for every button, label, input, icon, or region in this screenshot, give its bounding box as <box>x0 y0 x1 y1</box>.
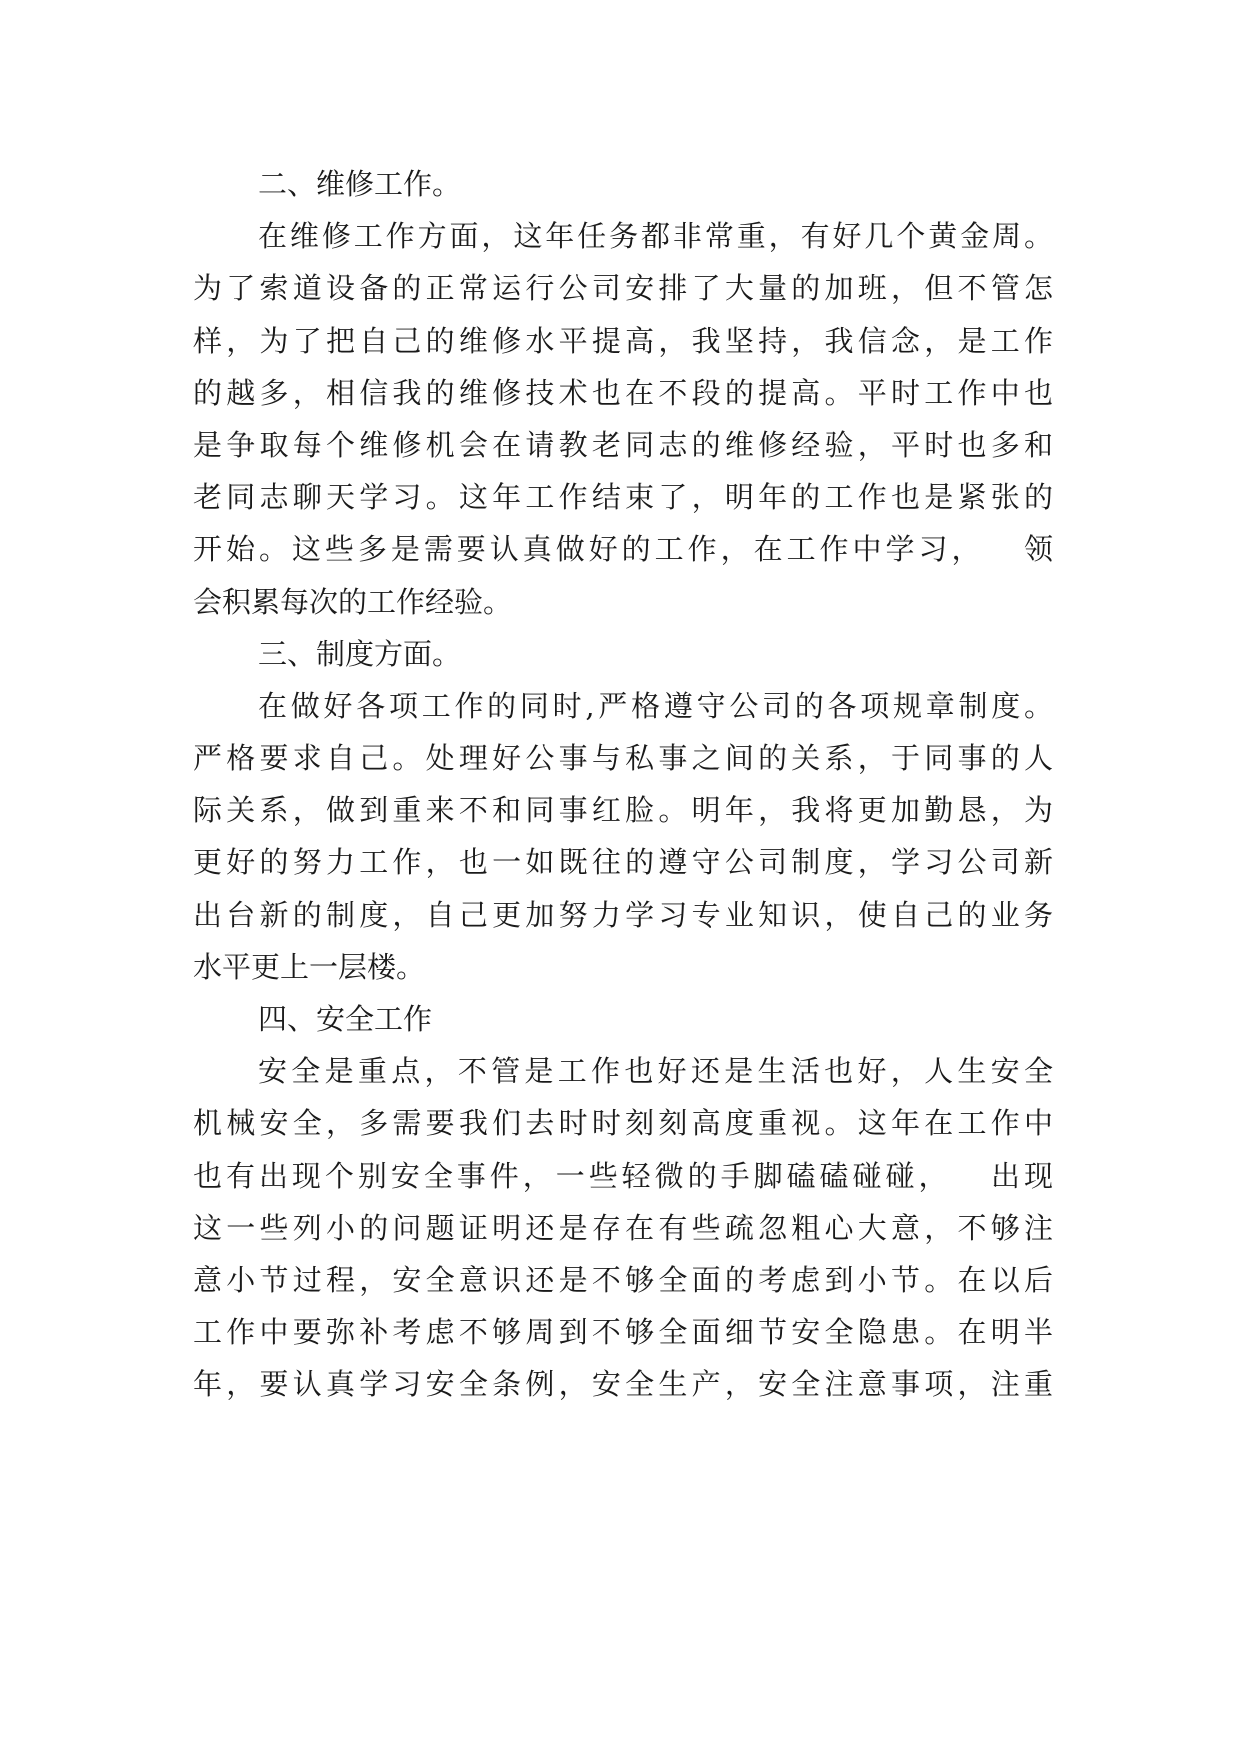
paragraph-line: 会积累每次的工作经验。 <box>193 584 513 619</box>
paragraph-line: 安全是重点，不管是工作也好还是生活也好，人生安全 <box>258 1054 1053 1089</box>
paragraph-line: 为了索道设备的正常运行公司安排了大量的加班，但不管怎 <box>193 271 1053 306</box>
paragraph-line: 际关系，做到重来不和同事红脸。明年，我将更加勤恳，为 <box>193 793 1053 828</box>
paragraph-line: 严格要求自己。处理好公事与私事之间的关系，于同事的人 <box>193 741 1053 776</box>
paragraph-line: 机械安全，多需要我们去时时刻刻高度重视。这年在工作中 <box>193 1106 1053 1141</box>
document-body <box>193 158 1053 1411</box>
paragraph-line: 也有出现个别安全事件，一些轻微的手脚磕磕碰碰， 出现 <box>193 1158 1053 1193</box>
paragraph-line: 老同志聊天学习。这年工作结束了，明年的工作也是紧张的 <box>193 480 1053 515</box>
paragraph-line: 样，为了把自己的维修水平提高，我坚持，我信念，是工作 <box>193 323 1053 358</box>
paragraph-line: 在维修工作方面，这年任务都非常重，有好几个黄金周。 <box>258 219 1053 254</box>
paragraph-line: 的越多，相信我的维修技术也在不段的提高。平时工作中也 <box>193 375 1053 410</box>
paragraph-line: 在做好各项工作的同时,严格遵守公司的各项规章制度。 <box>258 688 1053 723</box>
paragraph-line: 开始。这些多是需要认真做好的工作，在工作中学习， 领 <box>193 532 1053 567</box>
paragraph-line: 工作中要弥补考虑不够周到不够全面细节安全隐患。在明半 <box>193 1315 1053 1350</box>
section-heading-maintenance: 二、维修工作。 <box>258 167 462 201</box>
paragraph-line: 是争取每个维修机会在请教老同志的维修经验，平时也多和 <box>193 427 1053 462</box>
section-heading-system: 三、制度方面。 <box>258 636 462 671</box>
paragraph-line: 意小节过程，安全意识还是不够全面的考虑到小节。在以后 <box>193 1262 1053 1297</box>
paragraph-line: 这一些列小的问题证明还是存在有些疏忽粗心大意，不够注 <box>193 1210 1053 1245</box>
section-heading-safety: 四、安全工作 <box>258 1002 433 1036</box>
paragraph-line: 更好的努力工作，也一如既往的遵守公司制度，学习公司新 <box>193 845 1053 880</box>
paragraph-line: 年，要认真学习安全条例，安全生产，安全注意事项，注重 <box>193 1367 1053 1402</box>
paragraph-line: 出台新的制度，自己更加努力学习专业知识，使自己的业务 <box>193 897 1053 932</box>
paragraph-line: 水平更上一层楼。 <box>193 949 426 984</box>
